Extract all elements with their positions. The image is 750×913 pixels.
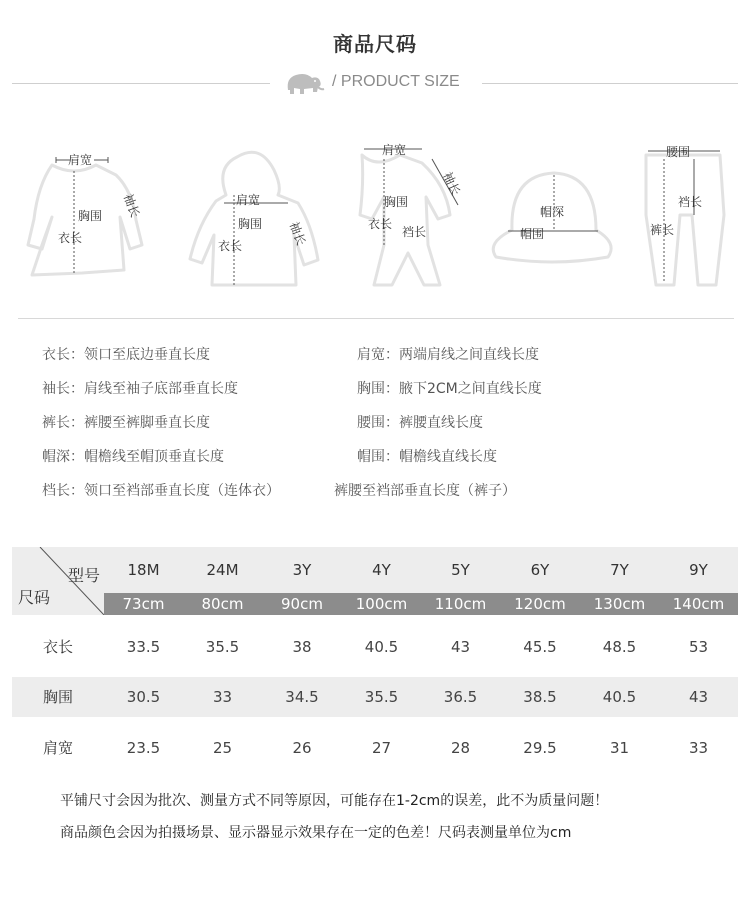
size-header-cell: 3Y — [292, 561, 312, 579]
table-cell: 45.5 — [523, 638, 557, 656]
hat-depth-label: 帽深 — [540, 205, 565, 219]
table-cell: 38.5 — [523, 688, 557, 706]
coat-length-label: 衣长 — [218, 239, 243, 253]
table-cell: 48.5 — [602, 638, 637, 656]
height-header-cell: 100cm — [355, 595, 408, 613]
row-label: 肩宽 — [42, 739, 73, 757]
table-corner — [12, 547, 104, 615]
table-cell: 40.5 — [602, 688, 637, 706]
height-header-cell: 130cm — [593, 595, 646, 613]
elephant-icon — [282, 70, 326, 96]
height-header-cell: 110cm — [434, 595, 487, 613]
row-label: 胸围 — [42, 688, 73, 706]
table-cell: 34.5 — [285, 688, 319, 706]
subtitle-row — [12, 68, 738, 98]
table-cell: 33 — [688, 739, 709, 757]
definition-item: 帽围：帽檐线直线长度 — [357, 449, 497, 465]
table-cell: 31 — [609, 739, 630, 757]
definition-item: 裤长：裤腰至裤脚垂直长度 — [42, 415, 210, 431]
table-cell: 35.5 — [205, 638, 240, 656]
table-cell: 25 — [212, 739, 233, 757]
table-row — [12, 728, 738, 768]
dress-chest-label: 胸围 — [78, 209, 103, 223]
pants-length-label: 裤长 — [650, 223, 675, 237]
disclaimer-measurement: 平铺尺寸会因为批次、测量方式不同等原因，可能存在1-2cm的误差，此不为质量问题！ — [60, 793, 609, 809]
size-header-cell: 9Y — [689, 561, 708, 579]
hat-circumference-label: 帽围 — [520, 227, 545, 241]
table-row — [12, 627, 738, 667]
romper-crotch-label: 裆长 — [402, 225, 427, 239]
definition-item: 胸围：腋下2CM之间直线长度 — [357, 381, 542, 397]
height-header-cell: 90cm — [281, 595, 323, 613]
table-row — [12, 677, 738, 717]
corner-size-label: 尺码 — [18, 588, 51, 607]
definition-item: 肩宽：两端肩线之间直线长度 — [357, 347, 539, 363]
table-cell: 38 — [292, 638, 312, 656]
pants-crotch-label: 裆长 — [678, 195, 703, 209]
dress-shoulder-label: 肩宽 — [68, 153, 93, 167]
pants-outline — [646, 155, 724, 285]
table-cell: 26 — [292, 739, 312, 757]
corner-model-label: 型号 — [68, 566, 101, 585]
size-header-cell: 6Y — [530, 561, 550, 579]
table-cell: 35.5 — [364, 688, 399, 706]
size-header-cell: 5Y — [451, 561, 470, 579]
romper-length-label: 衣长 — [368, 217, 393, 231]
size-header-cell: 24M — [206, 561, 239, 579]
definition-item: 袖长：肩线至袖子底部垂直长度 — [42, 381, 238, 397]
height-header-row — [104, 593, 738, 615]
table-cell: 36.5 — [443, 688, 478, 706]
romper-sleeve-label: 袖长 — [440, 169, 463, 198]
page-title: 商品尺码 — [333, 32, 417, 56]
divider-right — [482, 83, 738, 84]
table-cell: 28 — [450, 739, 471, 757]
size-header-cell: 18M — [127, 561, 160, 579]
disclaimer-color: 商品颜色会因为拍摄场景、显示器显示效果存在一定的色差！尺码表测量单位为cm — [60, 825, 572, 841]
romper-shoulder-label: 肩宽 — [382, 143, 407, 157]
table-cell: 33 — [212, 688, 233, 706]
definition-item: 档长：领口至裆部垂直长度（连体衣） — [42, 483, 280, 499]
table-cell: 23.5 — [126, 739, 161, 757]
table-cell: 53 — [688, 638, 709, 656]
coat-sleeve-label: 袖长 — [286, 219, 309, 248]
dress-sleeve-label: 袖长 — [120, 191, 143, 220]
table-cell: 43 — [450, 638, 471, 656]
table-cell: 27 — [371, 739, 392, 757]
row-label: 衣长 — [42, 638, 73, 656]
table-cell: 29.5 — [523, 739, 557, 757]
dress-length-label: 衣长 — [58, 231, 83, 245]
height-header-cell: 140cm — [672, 595, 725, 613]
table-cell: 43 — [688, 688, 709, 706]
size-header-cell: 7Y — [610, 561, 629, 579]
size-header-cell: 4Y — [372, 561, 391, 579]
table-cell: 33.5 — [126, 638, 161, 656]
height-header-cell: 80cm — [201, 595, 244, 613]
definition-item: 衣长：领口至底边垂直长度 — [42, 347, 210, 363]
table-cell: 40.5 — [364, 638, 399, 656]
table-cell: 30.5 — [126, 688, 161, 706]
subtitle-text: / PRODUCT SIZE — [332, 73, 460, 90]
pants-waist-label: 腰围 — [666, 145, 691, 159]
divider-left — [12, 83, 270, 84]
definition-item-extra: 裤腰至裆部垂直长度（裤子） — [334, 483, 516, 499]
romper-chest-label: 胸围 — [384, 195, 409, 209]
definition-item: 帽深：帽檐线至帽顶垂直长度 — [42, 449, 224, 465]
size-header-row — [104, 547, 738, 593]
height-header-cell: 73cm — [122, 595, 165, 613]
coat-shoulder-label: 肩宽 — [236, 193, 261, 207]
garment-illustrations — [12, 135, 738, 305]
coat-chest-label: 胸围 — [238, 217, 263, 231]
height-header-cell: 120cm — [514, 595, 566, 613]
definition-item: 腰围：裤腰直线长度 — [357, 415, 483, 431]
section-divider — [18, 318, 734, 319]
